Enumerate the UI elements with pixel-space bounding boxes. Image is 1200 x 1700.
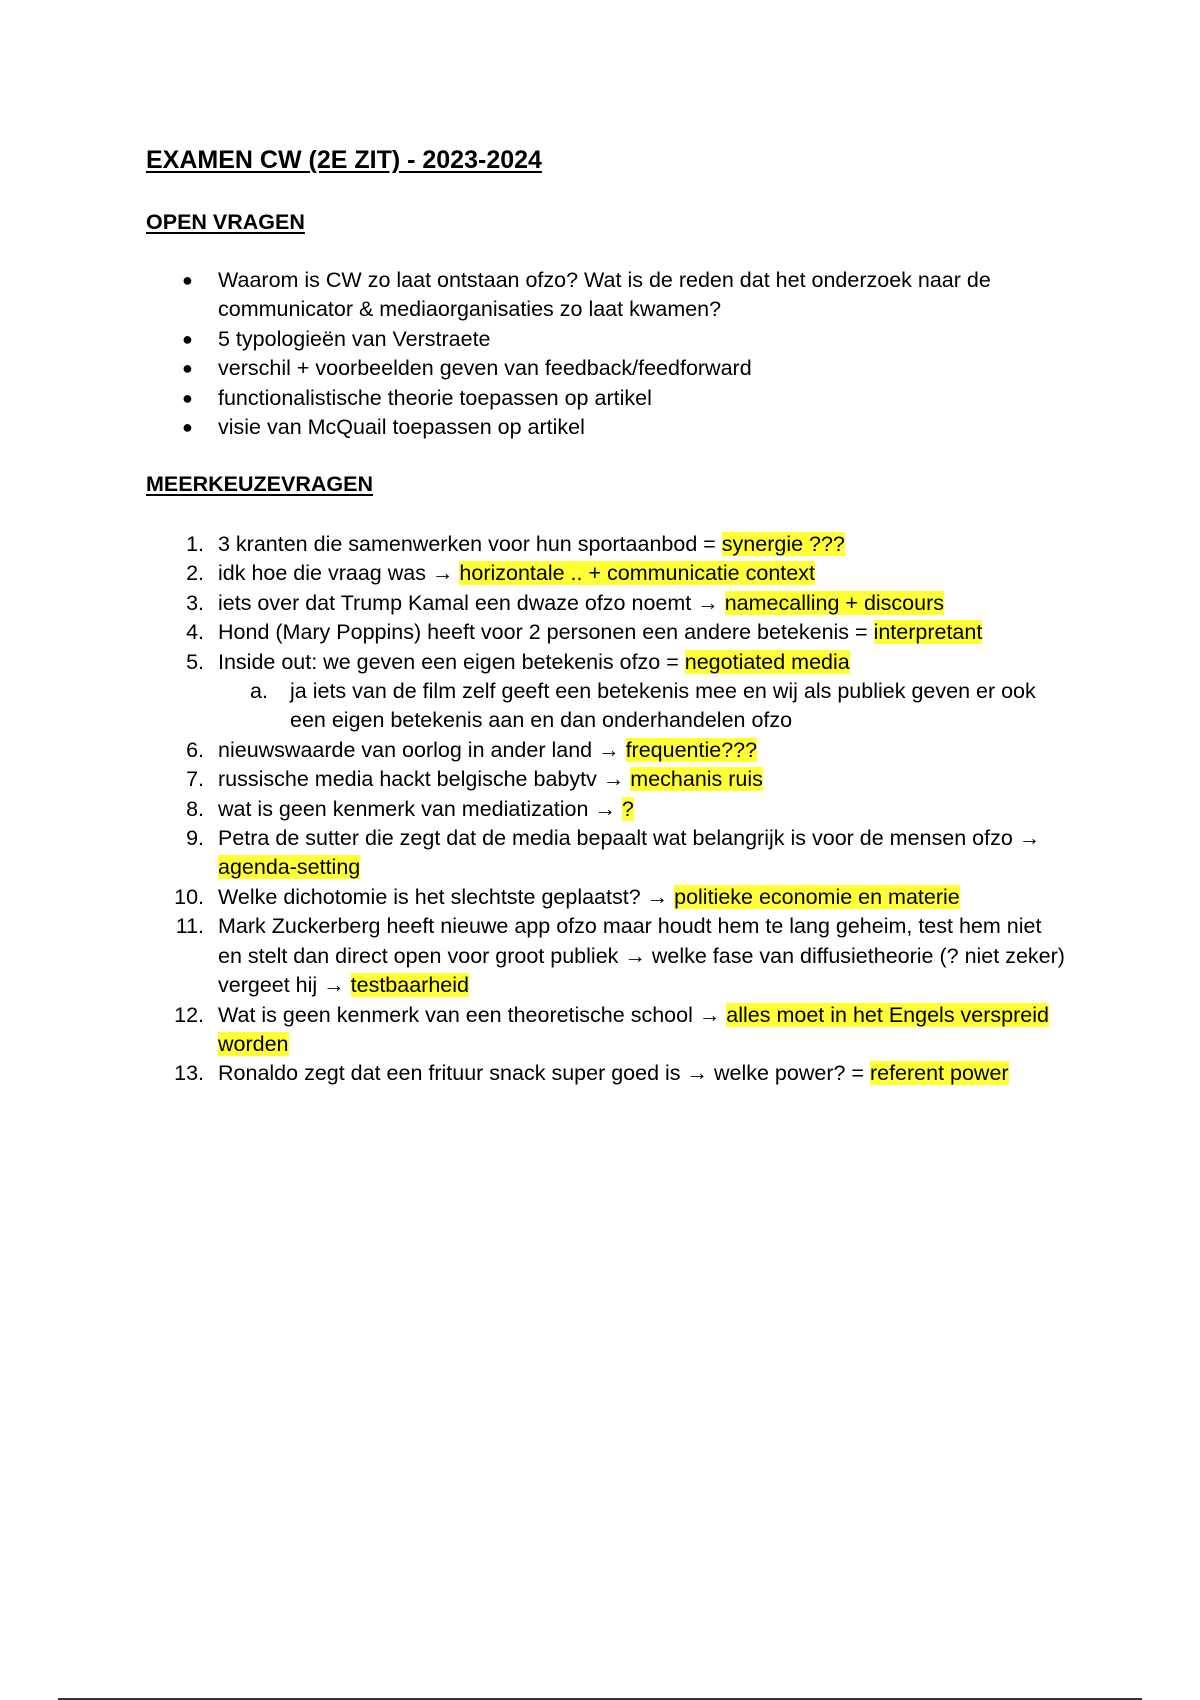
item-number: 5. bbox=[186, 649, 204, 674]
answer-highlight: interpretant bbox=[873, 620, 983, 645]
answer-highlight: agenda-setting bbox=[218, 855, 361, 880]
list-item bbox=[146, 824, 1066, 883]
list-item bbox=[146, 559, 1066, 588]
list-item-text: Waarom is CW zo laat ontstaan ofzo? Wat is de reden dat het onderzoek naar de communicator & mediaorganisaties zo laat kwamen? bbox=[218, 268, 991, 322]
question-text: Petra de sutter die zegt dat de media bepaalt wat belangrijk is voor de mensen ofzo → bbox=[218, 826, 1041, 851]
answer-highlight: negotiated media bbox=[684, 649, 850, 674]
multiple-choice-heading: MEERKEUZEVRAGEN bbox=[146, 472, 373, 496]
page-title: EXAMEN CW (2E ZIT) - 2023-2024 bbox=[146, 146, 542, 174]
list-item bbox=[146, 883, 1066, 912]
sub-item-letter: a. bbox=[250, 679, 268, 704]
list-item bbox=[146, 912, 1066, 1000]
item-number: 10. bbox=[174, 884, 204, 909]
answer-highlight: referent power bbox=[869, 1061, 1009, 1086]
list-item bbox=[146, 648, 1066, 736]
list-item bbox=[146, 413, 1066, 442]
item-number: 8. bbox=[186, 796, 204, 821]
item-number: 12. bbox=[174, 1002, 204, 1027]
question-text: idk hoe die vraag was → bbox=[218, 561, 460, 586]
question-text: Ronaldo zegt dat een frituur snack super goed is → welke power? = bbox=[218, 1061, 870, 1086]
question-text: russische media hackt belgische babytv → bbox=[218, 767, 631, 792]
answer-highlight: frequentie??? bbox=[625, 737, 758, 762]
answer-highlight: testbaarheid bbox=[350, 973, 469, 998]
list-item bbox=[146, 1059, 1066, 1088]
list-item bbox=[146, 589, 1066, 618]
sub-list-item bbox=[146, 677, 1066, 736]
question-text: 3 kranten die samenwerken voor hun sportaanbod = bbox=[218, 532, 722, 556]
item-number: 4. bbox=[186, 620, 204, 645]
question-text: wat is geen kenmerk van mediatization → bbox=[218, 796, 622, 821]
item-number: 9. bbox=[186, 826, 204, 851]
question-text: Wat is geen kenmerk van een theoretische school → bbox=[218, 1002, 727, 1027]
question-text: Inside out: we geven een eigen betekenis ofzo = bbox=[218, 649, 685, 674]
list-item bbox=[146, 1001, 1066, 1060]
open-questions-heading: OPEN VRAGEN bbox=[146, 210, 305, 234]
open-questions-list bbox=[146, 266, 1066, 442]
list-item bbox=[146, 618, 1066, 647]
list-item-text: visie van McQuail toepassen op artikel bbox=[218, 415, 585, 440]
answer-highlight: namecalling + discours bbox=[724, 590, 944, 615]
question-text: Hond (Mary Poppins) heeft voor 2 personen een andere betekenis = bbox=[218, 620, 874, 645]
item-number: 13. bbox=[174, 1061, 204, 1086]
list-item bbox=[146, 384, 1066, 413]
list-item bbox=[146, 266, 1066, 325]
list-item-text: functionalistische theorie toepassen op artikel bbox=[218, 385, 652, 410]
bullet-icon: ● bbox=[182, 328, 193, 349]
sub-item-text: ja iets van de film zelf geeft een betekenis mee en wij als publiek geven er ook een eigen betekenis aan en dan onderhandelen ofzo bbox=[290, 679, 1036, 733]
question-text: nieuwswaarde van oorlog in ander land → bbox=[218, 737, 626, 762]
answer-highlight: horizontale .. + communicatie context bbox=[459, 561, 815, 586]
item-number: 3. bbox=[186, 590, 204, 615]
list-item bbox=[146, 354, 1066, 383]
question-text: iets over dat Trump Kamal een dwaze ofzo noemt → bbox=[218, 590, 725, 615]
question-text: Mark Zuckerberg heeft nieuwe app ofzo maar houdt hem te lang geheim, test hem niet en stelt dan direct open voor groot publiek → welke fase van diffusietheorie (? niet zeker) vergeet hij → bbox=[218, 914, 1065, 998]
item-number: 7. bbox=[186, 767, 204, 792]
bullet-icon: ● bbox=[182, 358, 193, 379]
item-number: 11. bbox=[175, 914, 204, 939]
item-number: 6. bbox=[186, 737, 204, 762]
answer-highlight: politieke economie en materie bbox=[674, 884, 960, 909]
list-item bbox=[146, 795, 1066, 824]
answer-highlight: ? bbox=[621, 796, 634, 821]
list-item-text: verschil + voorbeelden geven van feedback/feedforward bbox=[218, 356, 752, 381]
bullet-icon: ● bbox=[182, 387, 193, 408]
list-item bbox=[146, 325, 1066, 354]
item-number: 2. bbox=[186, 561, 204, 586]
multiple-choice-list bbox=[146, 530, 1066, 1089]
list-item bbox=[146, 765, 1066, 794]
bullet-icon: ● bbox=[182, 417, 193, 438]
bullet-icon: ● bbox=[182, 270, 193, 290]
list-item-text: 5 typologieën van Verstraete bbox=[218, 326, 491, 351]
item-number: 1. bbox=[186, 532, 204, 556]
list-item bbox=[146, 736, 1066, 765]
list-item bbox=[146, 530, 1066, 559]
answer-highlight: synergie ??? bbox=[721, 532, 845, 556]
answer-highlight: alles moet in het Engels verspreid worden bbox=[218, 1002, 1049, 1056]
question-text: Welke dichotomie is het slechtste geplaatst? → bbox=[218, 884, 675, 909]
answer-highlight: mechanis ruis bbox=[630, 767, 763, 792]
